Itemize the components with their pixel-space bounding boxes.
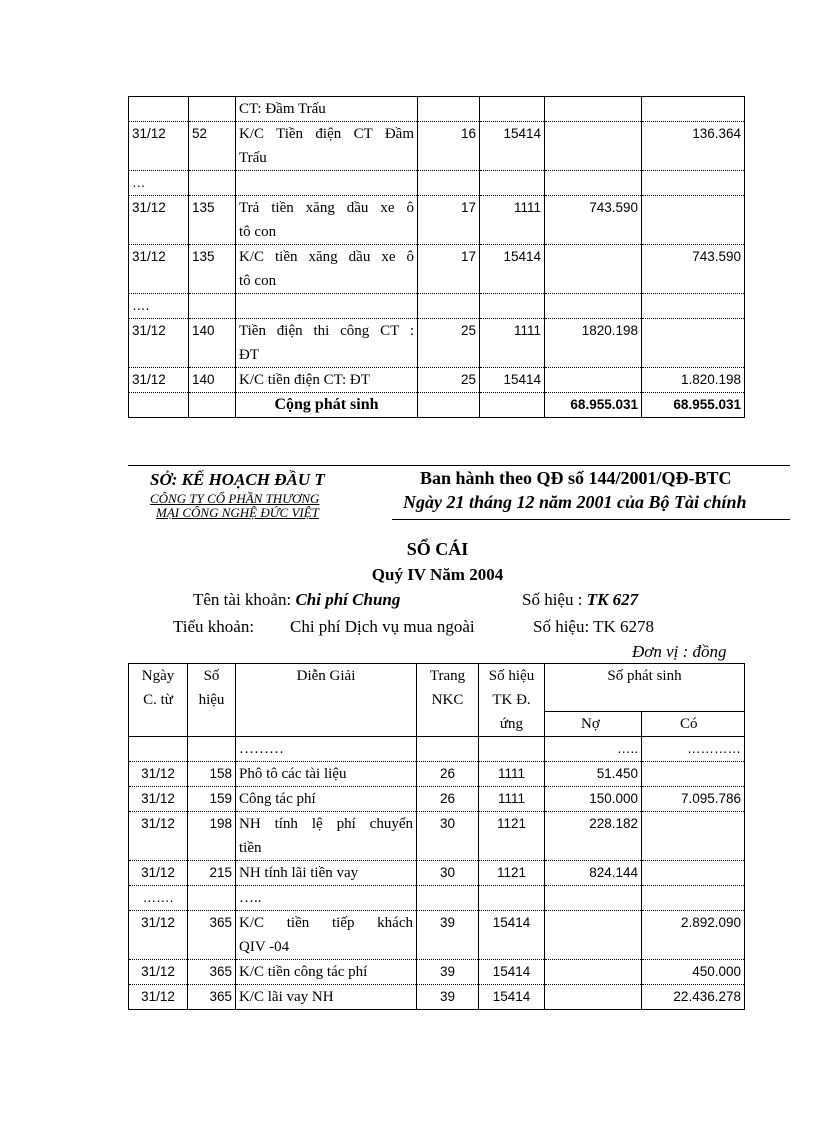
cell-debit: 150.000 bbox=[545, 787, 642, 812]
cell-ref: 159 bbox=[188, 787, 236, 812]
cell-ref: 135 bbox=[189, 196, 236, 245]
cell-ref: 135 bbox=[189, 245, 236, 294]
cell-description: K/C tiền xăng dầu xe ô tô con bbox=[236, 245, 418, 294]
table-row bbox=[129, 812, 745, 861]
cell-credit bbox=[642, 319, 745, 368]
cell-date: ……. bbox=[129, 886, 188, 911]
cell-page: 39 bbox=[417, 985, 479, 1010]
cell-account bbox=[479, 886, 545, 911]
table-row bbox=[129, 787, 745, 812]
sub-account-code: Số hiệu: TK 6278 bbox=[533, 617, 655, 636]
table-row bbox=[129, 196, 745, 245]
cell-description bbox=[236, 171, 418, 196]
cell-description: Trả tiền xăng dầu xe ô tô con bbox=[236, 196, 418, 245]
cell-credit: 743.590 bbox=[642, 245, 745, 294]
cell-page bbox=[417, 886, 479, 911]
cell-empty bbox=[189, 393, 236, 418]
company-name-line-2: MẠI CÔNG NGHỆ ĐỨC VIỆT bbox=[156, 505, 319, 520]
cell-credit bbox=[642, 886, 745, 911]
cell-account: 15414 bbox=[480, 368, 545, 393]
cell-description: K/C tiền công tác phí bbox=[236, 960, 417, 985]
decision-reference: Ban hành theo QĐ số 144/2001/QĐ-BTC bbox=[420, 468, 732, 488]
department-title: SỞ: KẾ HOẠCH ĐẦU T bbox=[150, 470, 325, 489]
cell-ref: 140 bbox=[189, 319, 236, 368]
cell-description: K/C Tiền điện CT Đầm Trấu bbox=[236, 122, 418, 171]
col-date-header: Ngày C. từ bbox=[129, 664, 188, 737]
cell-empty bbox=[418, 393, 480, 418]
cell-description: NH tính lãi tiền vay bbox=[236, 861, 417, 886]
cell-credit bbox=[642, 762, 745, 787]
cell-debit bbox=[545, 960, 642, 985]
cell-date bbox=[129, 737, 188, 762]
total-label: Cộng phát sinh bbox=[236, 393, 418, 418]
cell-credit bbox=[642, 196, 745, 245]
cell-date: 31/12 bbox=[129, 122, 189, 171]
cell-page: 17 bbox=[418, 245, 480, 294]
cell-debit bbox=[545, 368, 642, 393]
cell-credit: 7.095.786 bbox=[642, 787, 745, 812]
account-code: TK 627 bbox=[586, 590, 639, 609]
cell-ref bbox=[188, 886, 236, 911]
cell-description: NH tính lệ phí chuyển tiền bbox=[236, 812, 417, 861]
cell-debit bbox=[545, 911, 642, 960]
cell-debit bbox=[545, 122, 642, 171]
cell-credit: 2.892.090 bbox=[642, 911, 745, 960]
cell-date: … bbox=[129, 171, 189, 196]
cell-credit bbox=[642, 812, 745, 861]
cell-ref bbox=[188, 737, 236, 762]
total-credit: 68.955.031 bbox=[642, 393, 745, 418]
ledger-table bbox=[128, 663, 745, 1010]
table-row bbox=[129, 319, 745, 368]
cell-credit: ………… bbox=[642, 737, 745, 762]
col-credit-header: Có bbox=[642, 712, 745, 737]
cell-debit bbox=[545, 245, 642, 294]
table-row bbox=[129, 368, 745, 393]
account-name-row bbox=[193, 590, 400, 610]
cell-account bbox=[480, 294, 545, 319]
cell-ref bbox=[189, 97, 236, 122]
cell-ref: 365 bbox=[188, 960, 236, 985]
cell-credit: 22.436.278 bbox=[642, 985, 745, 1010]
cell-account: 15414 bbox=[480, 245, 545, 294]
table-row bbox=[129, 861, 745, 886]
cell-date: 31/12 bbox=[129, 787, 188, 812]
cell-ref: 365 bbox=[188, 985, 236, 1010]
cell-page: 16 bbox=[418, 122, 480, 171]
cell-debit bbox=[545, 886, 642, 911]
cell-debit: 743.590 bbox=[545, 196, 642, 245]
col-acct-header: Số hiệu TK Đ. ứng bbox=[479, 664, 545, 737]
cell-account: 1111 bbox=[480, 196, 545, 245]
table-row bbox=[129, 960, 745, 985]
cell-page: 25 bbox=[418, 319, 480, 368]
cell-credit: 1.820.198 bbox=[642, 368, 745, 393]
cell-empty bbox=[129, 393, 189, 418]
cell-ref: 140 bbox=[189, 368, 236, 393]
cell-page bbox=[418, 171, 480, 196]
cell-account: 15414 bbox=[480, 122, 545, 171]
cell-empty bbox=[480, 393, 545, 418]
cell-page: 39 bbox=[417, 960, 479, 985]
cell-account: 1111 bbox=[479, 762, 545, 787]
cell-description bbox=[236, 294, 418, 319]
cell-date: 31/12 bbox=[129, 245, 189, 294]
cell-description: ……… bbox=[236, 737, 417, 762]
table-row bbox=[129, 886, 745, 911]
table-row bbox=[129, 171, 745, 196]
cell-date: 31/12 bbox=[129, 911, 188, 960]
col-page-header: Trang NKC bbox=[417, 664, 479, 737]
col-desc-header: Diễn Giải bbox=[236, 664, 417, 737]
table-row bbox=[129, 245, 745, 294]
cell-debit: 824.144 bbox=[545, 861, 642, 886]
table-row bbox=[129, 911, 745, 960]
cell-account: 1111 bbox=[479, 787, 545, 812]
table-row bbox=[129, 737, 745, 762]
cell-description: Phô tô các tài liệu bbox=[236, 762, 417, 787]
cell-credit: 136.364 bbox=[642, 122, 745, 171]
account-name: Chi phí Chung bbox=[295, 590, 401, 609]
cell-description: Công tác phí bbox=[236, 787, 417, 812]
cell-date: 31/12 bbox=[129, 861, 188, 886]
cell-date: 31/12 bbox=[129, 196, 189, 245]
cell-date: 31/12 bbox=[129, 319, 189, 368]
cell-debit: 228.182 bbox=[545, 812, 642, 861]
cell-ref: 158 bbox=[188, 762, 236, 787]
cell-account: 1121 bbox=[479, 812, 545, 861]
cell-date: 31/12 bbox=[129, 812, 188, 861]
cell-ref bbox=[189, 294, 236, 319]
decision-date: Ngày 21 tháng 12 năm 2001 của Bộ Tài chính bbox=[403, 492, 747, 512]
cell-credit bbox=[642, 861, 745, 886]
col-amount-header: Số phát sinh bbox=[545, 664, 745, 712]
cell-credit bbox=[642, 171, 745, 196]
sub-account-label: Tiểu khoản: bbox=[173, 617, 255, 636]
cell-account: 15414 bbox=[479, 960, 545, 985]
cell-credit: 450.000 bbox=[642, 960, 745, 985]
table-row bbox=[129, 122, 745, 171]
account-code-label: Số hiệu : bbox=[522, 590, 583, 609]
cell-debit bbox=[545, 985, 642, 1010]
currency-unit: Đơn vị : đồng bbox=[632, 642, 727, 661]
cell-ref: 198 bbox=[188, 812, 236, 861]
cell-account bbox=[480, 171, 545, 196]
col-debit-header: Nợ bbox=[545, 712, 642, 737]
ledger-table-continued bbox=[128, 96, 745, 418]
cell-description: K/C tiền tiếp khách QIV -04 bbox=[236, 911, 417, 960]
account-label: Tên tài khoản: bbox=[193, 590, 292, 609]
account-code-row bbox=[522, 590, 638, 610]
cell-debit: ….. bbox=[545, 737, 642, 762]
cell-credit bbox=[642, 97, 745, 122]
sub-account-name: Chi phí Dịch vụ mua ngoài bbox=[290, 617, 475, 636]
cell-ref: 365 bbox=[188, 911, 236, 960]
cell-description: CT: Đầm Trấu bbox=[236, 97, 418, 122]
total-debit: 68.955.031 bbox=[545, 393, 642, 418]
cell-ref bbox=[189, 171, 236, 196]
cell-debit: 51.450 bbox=[545, 762, 642, 787]
col-ref-header: Số hiệu bbox=[188, 664, 236, 737]
header-top-rule bbox=[128, 465, 790, 466]
table-row bbox=[129, 985, 745, 1010]
cell-account bbox=[479, 737, 545, 762]
cell-debit bbox=[545, 294, 642, 319]
cell-credit bbox=[642, 294, 745, 319]
cell-page: 30 bbox=[417, 812, 479, 861]
cell-account: 1121 bbox=[479, 861, 545, 886]
cell-account: 15414 bbox=[479, 911, 545, 960]
ledger-title: SỔ CÁI bbox=[406, 539, 469, 559]
cell-account: 1111 bbox=[480, 319, 545, 368]
header-bottom-rule bbox=[392, 519, 790, 520]
cell-date: 31/12 bbox=[129, 762, 188, 787]
cell-ref: 52 bbox=[189, 122, 236, 171]
cell-page: 39 bbox=[417, 911, 479, 960]
total-row bbox=[129, 393, 745, 418]
cell-page bbox=[418, 294, 480, 319]
cell-description: K/C tiền điện CT: ĐT bbox=[236, 368, 418, 393]
cell-date: 31/12 bbox=[129, 985, 188, 1010]
cell-date bbox=[129, 97, 189, 122]
cell-description: ….. bbox=[236, 886, 417, 911]
cell-description: K/C lãi vay NH bbox=[236, 985, 417, 1010]
cell-debit bbox=[545, 97, 642, 122]
table-row bbox=[129, 762, 745, 787]
company-name-line-1: CÔNG TY CỔ PHẦN THƯƠNG bbox=[150, 491, 320, 506]
ledger-period: Quý IV Năm 2004 bbox=[371, 565, 504, 584]
table-row bbox=[129, 294, 745, 319]
cell-date: 31/12 bbox=[129, 368, 189, 393]
cell-debit: 1820.198 bbox=[545, 319, 642, 368]
table-row bbox=[129, 97, 745, 122]
cell-account: 15414 bbox=[479, 985, 545, 1010]
cell-account bbox=[480, 97, 545, 122]
cell-page bbox=[418, 97, 480, 122]
cell-page: 30 bbox=[417, 861, 479, 886]
cell-page: 17 bbox=[418, 196, 480, 245]
cell-page: 26 bbox=[417, 762, 479, 787]
cell-description: Tiền điện thi công CT : ĐT bbox=[236, 319, 418, 368]
cell-date: 31/12 bbox=[129, 960, 188, 985]
cell-page: 25 bbox=[418, 368, 480, 393]
cell-page: 26 bbox=[417, 787, 479, 812]
cell-page bbox=[417, 737, 479, 762]
cell-ref: 215 bbox=[188, 861, 236, 886]
cell-debit bbox=[545, 171, 642, 196]
cell-date: …. bbox=[129, 294, 189, 319]
